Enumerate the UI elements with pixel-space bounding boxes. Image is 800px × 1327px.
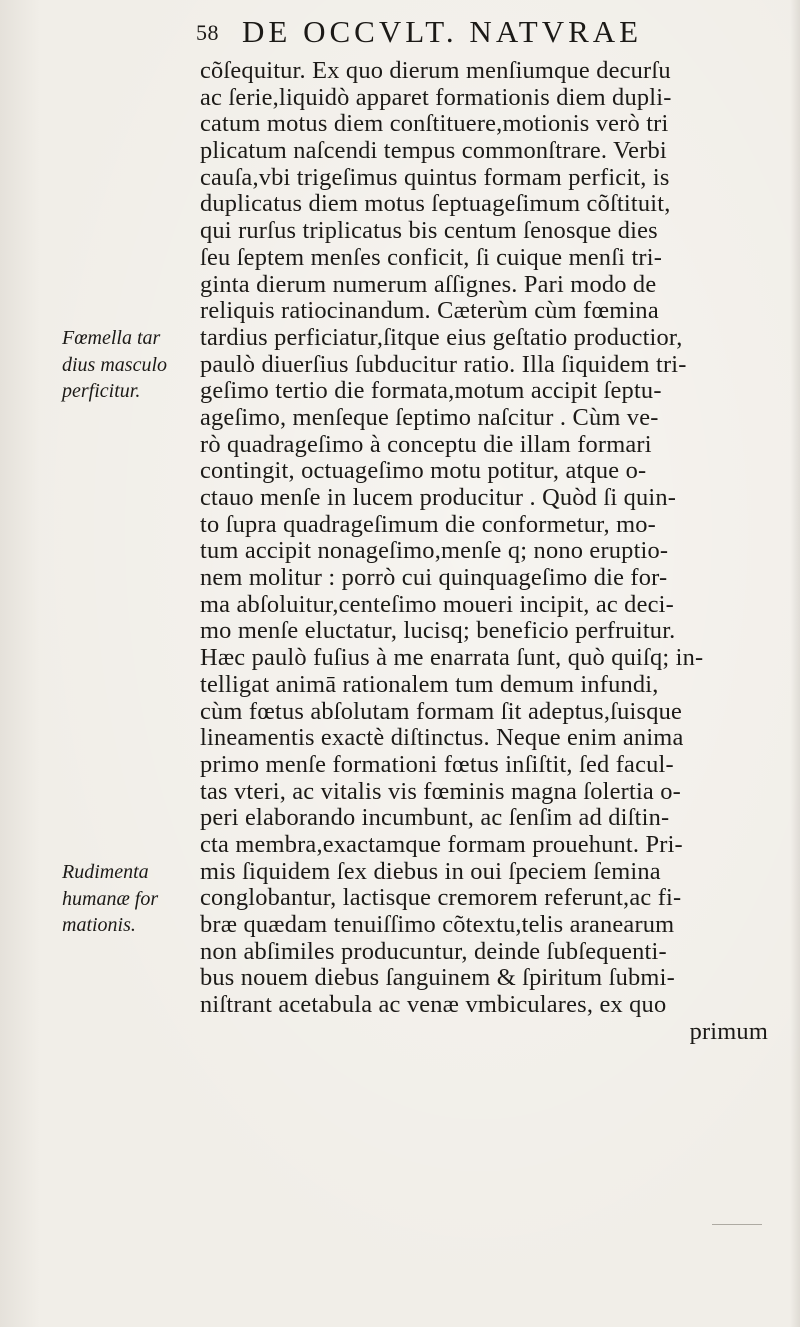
text-line: ctauo menſe in lucem producitur . Quòd ſi quin- — [200, 485, 677, 511]
text-line: lineamentis exactè diſtinctus. Neque enim anima — [200, 725, 684, 752]
text-line: geſimo tertio die formata,motum accipit ſeptu- — [200, 378, 662, 405]
text-line: tum accipit nonageſimo,menſe q; nono eruptio- — [200, 538, 669, 565]
text-line: ma abſoluitur,centeſimo moueri incipit, ac deci- — [200, 591, 674, 618]
text-line: ageſimo, menſeque ſeptimo naſcitur . Cùm ve- — [200, 404, 659, 431]
text-line: mo menſe eluctatur, lucisq; beneficio perfruitur. — [200, 618, 676, 645]
text-line: to ſupra quadrageſimum die conformetur, mo- — [200, 511, 657, 538]
text-line: primo menſe formationi fœtus inſiſtit, ſed facul- — [200, 751, 674, 778]
text-line: ginta dierum numerum aſſignes. Pari modo de — [200, 271, 657, 298]
text-line: rò quadrageſimo à conceptu die illam formari — [200, 431, 652, 458]
text-line: telligat animā rationalem tum demum infundi, — [200, 671, 659, 698]
page-header — [196, 14, 756, 54]
margin-note-line: Rudimenta — [62, 861, 149, 883]
catchword-rule — [712, 1224, 762, 1225]
margin-note-female-formation — [62, 325, 198, 405]
text-line: conglobantur, lactisque cremorem referunt,ac fi- — [200, 885, 682, 912]
text-line: tardius perficiatur,ſitque eius geſtatio productior, — [200, 324, 683, 351]
text-line: peri elaborando incumbunt, ac ſenſim ad diſtin- — [200, 805, 670, 832]
text-line: nem molitur : porrò cui quinquageſimo die for- — [200, 565, 668, 592]
text-line: contingit, octuageſimo motu potitur, atque o- — [200, 458, 647, 485]
running-head: DE OCCVLT. NATVRAE — [242, 14, 643, 49]
text-line: catum motus diem conſtituere,motionis verò tri — [200, 111, 669, 138]
margin-note-line: humanæ for — [62, 887, 159, 910]
page-edge-shadow — [790, 0, 800, 1327]
text-line: cùm fœtus abſolutam formam ſit adeptus,ſuisque — [200, 698, 683, 725]
main-text-block — [200, 58, 768, 1045]
margin-note-line: perficitur. — [62, 380, 141, 403]
text-line: non abſimiles producuntur, deinde ſubſequenti- — [200, 938, 667, 965]
margin-note-line: mationis. — [62, 914, 136, 937]
text-line: niſtrant acetabula ac venæ vmbiculares, ex quo — [200, 992, 667, 1019]
text-line: cauſa,vbi trigeſimus quintus formam perficit, is — [200, 164, 670, 191]
text-line: reliquis ratiocinandum. Cæterùm cùm fœmina — [200, 298, 659, 325]
catchword: primum — [689, 1018, 768, 1045]
text-line: bus nouem diebus ſanguinem & ſpiritum ſubmi- — [200, 965, 675, 992]
text-line: mis ſiquidem ſex diebus in oui ſpeciem ſemina — [200, 858, 661, 885]
text-line: paulò diuerſius ſubducitur ratio. Illa ſiquidem tri- — [200, 351, 687, 378]
text-line: cta membra,exactamque formam prouehunt. Pri- — [200, 831, 683, 858]
page-number: 58 — [196, 20, 219, 45]
text-line: cõſequitur. Ex quo dierum menſiumque decurſu — [200, 58, 671, 84]
text-line: ac ſerie,liquidò apparet formationis diem dupli- — [200, 84, 672, 111]
margin-note-human-rudiments — [62, 859, 198, 939]
margin-note-line: Fœmella tar — [62, 327, 161, 349]
margin-note-line: dius masculo — [62, 353, 167, 376]
text-line: qui rurſus triplicatus bis centum ſenosque dies — [200, 218, 658, 245]
text-line: ſeu ſeptem menſes conficit, ſi cuique menſi tri- — [200, 244, 663, 271]
text-line: duplicatus diem motus ſeptuageſimum cõſtituit, — [200, 191, 671, 218]
text-line: Hæc paulò fuſius à me enarrata ſunt, quò quiſq; in- — [200, 645, 704, 672]
text-line: tas vteri, ac vitalis vis fœminis magna ſolertia o- — [200, 778, 681, 805]
text-line: bræ quædam tenuiſſimo cõtextu,telis aranearum — [200, 912, 675, 938]
text-line: plicatum naſcendi tempus commonſtrare. Verbi — [200, 138, 667, 165]
